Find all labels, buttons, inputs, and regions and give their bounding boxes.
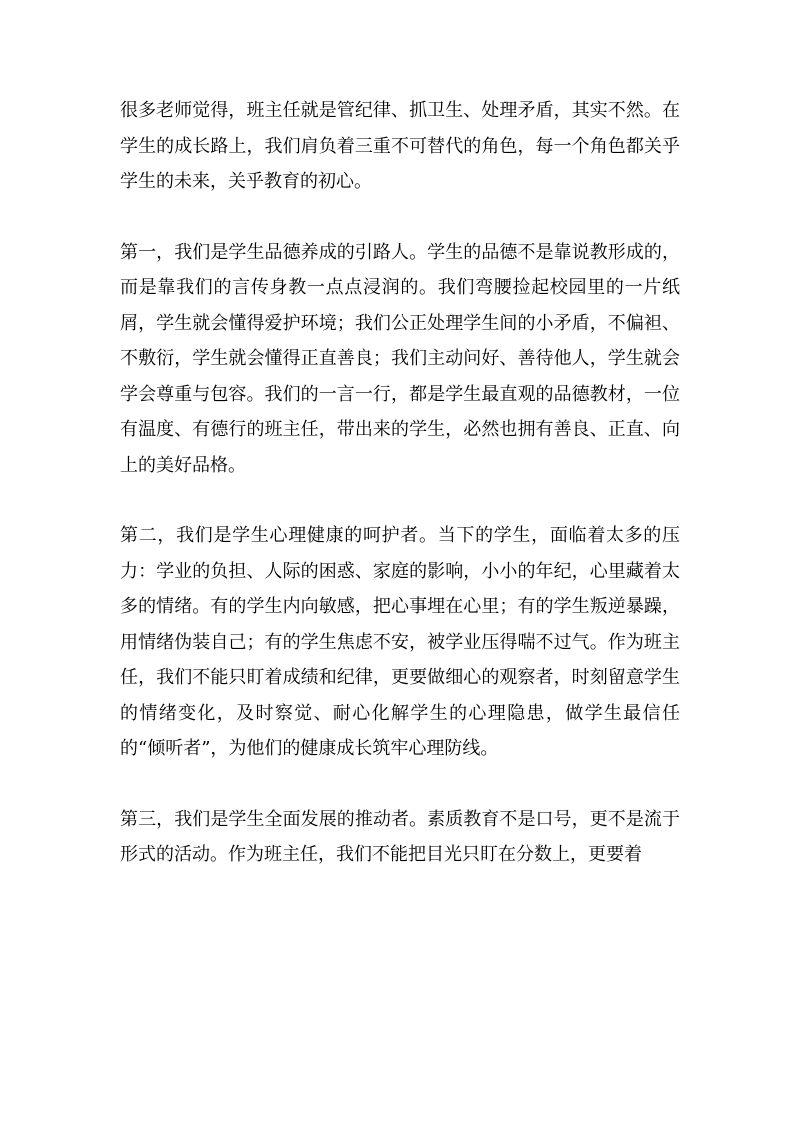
paragraph-third-role: 第三，我们是学生全面发展的推动者。素质教育不是口号，更不是流于形式的活动。作为班主任，我们不能把目光只盯在分数上，更要着 — [120, 808, 680, 865]
paragraph-intro: 很多老师觉得，班主任就是管纪律、抓卫生、处理矛盾，其实不然。在学生的成长路上，我们肩负着三重不可替代的角色，每一个角色都关乎学生的未来，关乎教育的初心。 — [120, 100, 680, 192]
paragraph-second-role: 第二，我们是学生心理健康的呵护者。当下的学生，面临着太多的压力：学业的负担、人际的困惑、家庭的影响，小小的年纪，心里藏着太多的情绪。有的学生内向敏感，把心事埋在心里；有的学生叛逆暴躁，用情绪伪装自己；有的学生焦虑不安，被学业压得喘不过气。作为班主任，我们不能只盯着成绩和纪律，更要做细心的观察者，时刻留意学生的情绪变化，及时察觉、耐心化解学生的心理隐患，做学生最信任的“倾听者”，为他们的健康成长筑牢心理防线。 — [120, 525, 680, 759]
document-body — [120, 93, 680, 908]
paragraph-first-role: 第一，我们是学生品德养成的引路人。学生的品德不是靠说教形成的，而是靠我们的言传身教一点点浸润的。我们弯腰捡起校园里的一片纸屑，学生就会懂得爱护环境；我们公正处理学生间的小矛盾，不偏袒、不敷衍，学生就会懂得正直善良；我们主动问好、善待他人，学生就会学会尊重与包容。我们的一言一行，都是学生最直观的品德教材，一位有温度、有德行的班主任，带出来的学生，必然也拥有善良、正直、向上的美好品格。 — [120, 241, 680, 476]
